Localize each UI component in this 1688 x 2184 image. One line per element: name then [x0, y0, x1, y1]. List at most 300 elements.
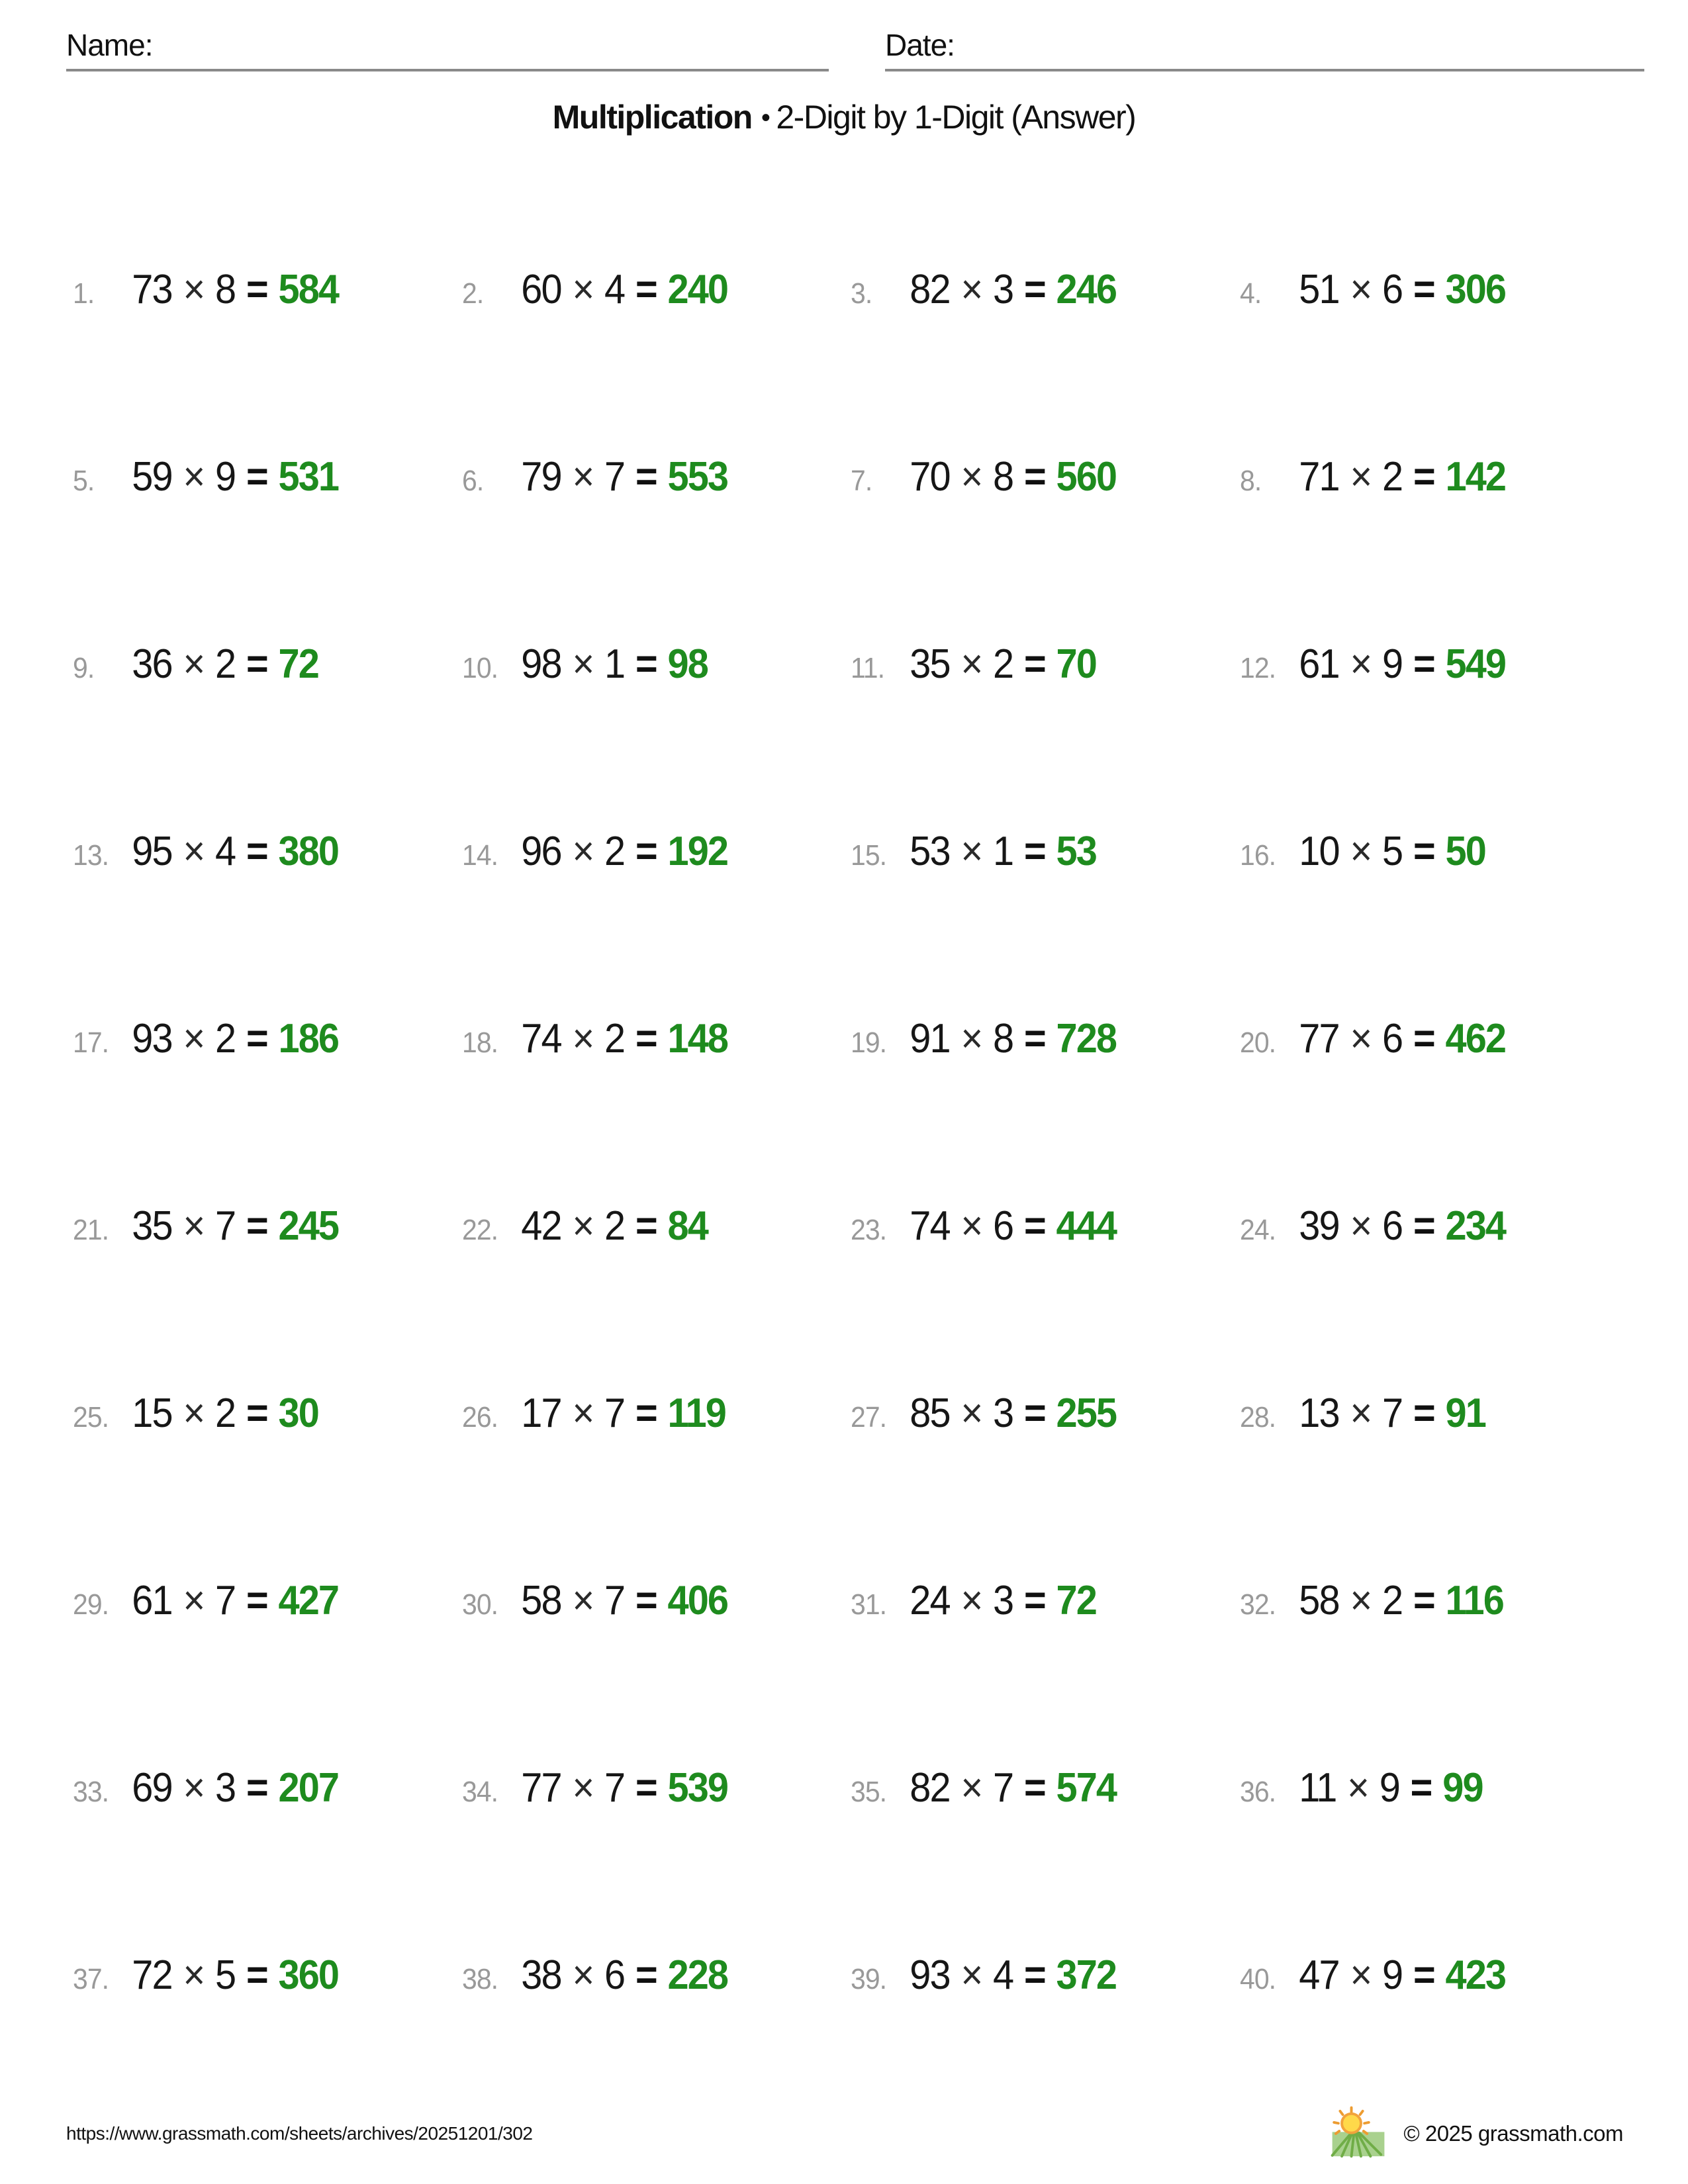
- operand-b: 9: [1382, 1952, 1402, 1998]
- problem-number: 27.: [851, 1401, 887, 1433]
- answer-value: 98: [667, 641, 708, 687]
- operand-a: 35: [132, 1203, 172, 1249]
- operand-b: 6: [993, 1203, 1013, 1249]
- multiplication-sign: ×: [1349, 454, 1371, 500]
- equals-sign: =: [246, 1765, 267, 1811]
- problem-number: 29.: [73, 1588, 109, 1621]
- multiplication-sign: ×: [571, 1203, 593, 1249]
- answer-value: 70: [1056, 641, 1096, 687]
- problem-expression: [910, 1203, 1116, 1250]
- problem-expression: [132, 1390, 318, 1437]
- problem-line: [73, 828, 338, 875]
- problem-number: 36.: [1239, 1776, 1276, 1808]
- operand-b: 2: [215, 641, 236, 687]
- equals-sign: =: [1023, 454, 1045, 500]
- answer-value: 531: [278, 454, 339, 500]
- operand-a: 91: [910, 1016, 950, 1062]
- problem-line: [73, 1764, 338, 1811]
- problem-number: 2.: [461, 277, 483, 310]
- operand-a: 95: [132, 829, 172, 874]
- problem-expression: [132, 1015, 338, 1062]
- answer-value: 462: [1445, 1016, 1505, 1062]
- operand-a: 93: [132, 1016, 172, 1062]
- problem-expression: [132, 453, 338, 500]
- equals-sign: =: [1413, 454, 1434, 500]
- operand-b: 2: [604, 1016, 624, 1062]
- problem-item: [66, 945, 455, 1132]
- problem-item: [1233, 1694, 1622, 1882]
- problem-expression: [132, 1577, 338, 1624]
- equals-sign: =: [635, 829, 657, 874]
- problem-line: [1240, 1764, 1483, 1811]
- problem-item: [455, 1507, 845, 1694]
- problem-expression: [132, 1952, 338, 1999]
- multiplication-sign: ×: [571, 829, 593, 874]
- problem-item: [1233, 945, 1622, 1132]
- operand-a: 74: [520, 1016, 561, 1062]
- problem-expression: [521, 1390, 726, 1437]
- equals-sign: =: [1413, 1203, 1434, 1249]
- operand-a: 82: [910, 267, 950, 312]
- problem-expression: [910, 1015, 1116, 1062]
- problem-line: [462, 1764, 727, 1811]
- operand-b: 2: [1382, 1578, 1402, 1623]
- multiplication-sign: ×: [183, 1765, 205, 1811]
- answer-value: 444: [1056, 1203, 1117, 1249]
- equals-sign: =: [1413, 1390, 1434, 1436]
- problem-expression: [132, 266, 338, 313]
- equals-sign: =: [246, 829, 267, 874]
- operand-b: 7: [1382, 1390, 1402, 1436]
- problem-item: [455, 383, 845, 570]
- problem-expression: [1299, 641, 1505, 688]
- problem-expression: [1299, 1577, 1503, 1624]
- problem-expression: [521, 453, 727, 500]
- equals-sign: =: [1023, 267, 1045, 312]
- equals-sign: =: [1023, 1578, 1045, 1623]
- problem-line: [851, 1015, 1116, 1062]
- problem-expression: [1299, 453, 1505, 500]
- answer-value: 91: [1445, 1390, 1485, 1436]
- problem-line: [73, 1577, 338, 1624]
- multiplication-sign: ×: [961, 641, 982, 687]
- problem-number: 39.: [851, 1963, 887, 1995]
- operand-b: 1: [604, 641, 624, 687]
- answer-value: 246: [1056, 267, 1117, 312]
- problem-expression: [521, 828, 727, 875]
- problem-number: 15.: [851, 839, 887, 872]
- problem-number: 9.: [73, 652, 95, 684]
- problem-number: 24.: [1239, 1214, 1276, 1246]
- problem-expression: [521, 266, 727, 313]
- problem-item: [1233, 1507, 1622, 1694]
- operand-a: 74: [910, 1203, 950, 1249]
- problem-line: [851, 641, 1096, 688]
- problem-item: [844, 1694, 1233, 1882]
- answer-value: 372: [1056, 1952, 1117, 1998]
- problem-item: [455, 1882, 845, 2069]
- problem-number: 12.: [1239, 652, 1276, 684]
- problem-number: 28.: [1239, 1401, 1276, 1433]
- problem-item: [844, 758, 1233, 945]
- problem-number: 30.: [461, 1588, 498, 1621]
- problem-item: [844, 1320, 1233, 1507]
- problem-item: [844, 945, 1233, 1132]
- problem-number: 40.: [1239, 1963, 1276, 1995]
- problem-line: [851, 1577, 1096, 1624]
- problem-item: [844, 1132, 1233, 1320]
- problem-number: 38.: [461, 1963, 498, 1995]
- operand-a: 70: [910, 454, 950, 500]
- operand-a: 47: [1298, 1952, 1339, 1998]
- page-footer: [66, 2099, 1623, 2168]
- answer-value: 380: [278, 829, 339, 874]
- problem-number: 4.: [1239, 277, 1261, 310]
- problem-item: [1233, 196, 1622, 383]
- problem-expression: [521, 641, 708, 688]
- equals-sign: =: [1413, 829, 1434, 874]
- operand-b: 3: [215, 1765, 236, 1811]
- operand-b: 3: [993, 1390, 1013, 1436]
- equals-sign: =: [1413, 1578, 1434, 1623]
- multiplication-sign: ×: [571, 267, 593, 312]
- equals-sign: =: [246, 1390, 267, 1436]
- answer-value: 539: [667, 1765, 727, 1811]
- problem-item: [455, 758, 845, 945]
- operand-a: 13: [1298, 1390, 1339, 1436]
- problem-item: [455, 570, 845, 758]
- problem-line: [462, 1015, 727, 1062]
- problem-number: 10.: [461, 652, 498, 684]
- answer-value: 360: [278, 1952, 339, 1998]
- problem-line: [851, 828, 1096, 875]
- problem-item: [1233, 1320, 1622, 1507]
- operand-a: 61: [1298, 641, 1339, 687]
- operand-a: 71: [1298, 454, 1339, 500]
- problem-number: 3.: [851, 277, 872, 310]
- problem-number: 18.: [461, 1026, 498, 1059]
- equals-sign: =: [1413, 1952, 1434, 1998]
- operand-b: 6: [1382, 267, 1402, 312]
- problem-line: [73, 266, 338, 313]
- problem-number: 19.: [851, 1026, 887, 1059]
- operand-a: 69: [132, 1765, 172, 1811]
- answer-value: 192: [667, 829, 727, 874]
- problem-line: [1240, 641, 1505, 688]
- problem-item: [455, 1694, 845, 1882]
- answer-value: 234: [1445, 1203, 1505, 1249]
- answer-value: 584: [278, 267, 339, 312]
- problem-line: [73, 641, 318, 688]
- operand-a: 96: [520, 829, 561, 874]
- problem-item: [1233, 758, 1622, 945]
- operand-b: 5: [1382, 829, 1402, 874]
- problem-line: [462, 641, 708, 688]
- operand-b: 7: [215, 1203, 236, 1249]
- problem-item: [1233, 383, 1622, 570]
- operand-b: 4: [215, 829, 236, 874]
- title-topic: Multiplication: [552, 99, 752, 136]
- operand-a: 72: [132, 1952, 172, 1998]
- operand-b: 1: [993, 829, 1013, 874]
- operand-b: 8: [993, 454, 1013, 500]
- multiplication-sign: ×: [1349, 267, 1371, 312]
- answer-value: 228: [667, 1952, 727, 1998]
- operand-b: 4: [604, 267, 624, 312]
- answer-value: 423: [1445, 1952, 1505, 1998]
- equals-sign: =: [246, 1578, 267, 1623]
- multiplication-sign: ×: [961, 1390, 982, 1436]
- equals-sign: =: [635, 1016, 657, 1062]
- problem-item: [455, 1320, 845, 1507]
- operand-a: 58: [520, 1578, 561, 1623]
- problem-line: [1240, 1015, 1505, 1062]
- problem-expression: [521, 1764, 727, 1811]
- problem-number: 32.: [1239, 1588, 1276, 1621]
- problem-number: 11.: [851, 652, 885, 684]
- multiplication-sign: ×: [183, 267, 205, 312]
- answer-value: 245: [278, 1203, 339, 1249]
- problem-expression: [1299, 1390, 1485, 1437]
- answer-value: 240: [667, 267, 727, 312]
- worksheet-url[interactable]: https://www.grassmath.com/sheets/archives/20251201/302: [66, 2123, 533, 2144]
- problem-number: 22.: [461, 1214, 498, 1246]
- operand-a: 73: [132, 267, 172, 312]
- problem-line: [462, 453, 727, 500]
- problem-line: [73, 1390, 318, 1437]
- problem-line: [851, 1203, 1116, 1250]
- equals-sign: =: [246, 267, 267, 312]
- multiplication-sign: ×: [1349, 829, 1371, 874]
- multiplication-sign: ×: [1349, 1578, 1371, 1623]
- sunrise-over-field-icon: [1331, 2106, 1386, 2161]
- problem-item: [1233, 1882, 1622, 2069]
- equals-sign: =: [1413, 641, 1434, 687]
- problem-line: [73, 1203, 338, 1250]
- answer-value: 553: [667, 454, 727, 500]
- multiplication-sign: ×: [571, 641, 593, 687]
- multiplication-sign: ×: [183, 641, 205, 687]
- operand-b: 9: [1379, 1765, 1399, 1811]
- multiplication-sign: ×: [571, 1765, 593, 1811]
- problem-expression: [1299, 1764, 1482, 1811]
- operand-b: 7: [604, 1765, 624, 1811]
- operand-a: 11: [1298, 1765, 1336, 1811]
- operand-b: 5: [215, 1952, 236, 1998]
- equals-sign: =: [635, 454, 657, 500]
- name-field: [66, 25, 829, 71]
- operand-a: 51: [1298, 267, 1339, 312]
- multiplication-sign: ×: [183, 1203, 205, 1249]
- operand-b: 9: [215, 454, 236, 500]
- equals-sign: =: [246, 1952, 267, 1998]
- equals-sign: =: [246, 641, 267, 687]
- equals-sign: =: [1023, 1203, 1045, 1249]
- multiplication-sign: ×: [571, 1016, 593, 1062]
- answer-value: 84: [667, 1203, 708, 1249]
- equals-sign: =: [635, 267, 657, 312]
- operand-a: 77: [1298, 1016, 1339, 1062]
- problem-item: [66, 758, 455, 945]
- multiplication-sign: ×: [571, 1578, 593, 1623]
- problem-line: [462, 266, 727, 313]
- multiplication-sign: ×: [961, 829, 982, 874]
- multiplication-sign: ×: [961, 1016, 982, 1062]
- problem-number: 33.: [73, 1776, 109, 1808]
- problem-number: 1.: [73, 277, 95, 310]
- problem-item: [455, 1132, 845, 1320]
- equals-sign: =: [1023, 641, 1045, 687]
- operand-a: 60: [520, 267, 561, 312]
- problem-line: [851, 266, 1116, 313]
- problems-grid: [66, 196, 1622, 2069]
- operand-a: 17: [520, 1390, 561, 1436]
- problem-line: [73, 1015, 338, 1062]
- equals-sign: =: [1023, 1016, 1045, 1062]
- problem-line: [851, 1390, 1116, 1437]
- problem-expression: [910, 1764, 1116, 1811]
- problem-expression: [132, 828, 338, 875]
- operand-b: 6: [1382, 1016, 1402, 1062]
- problem-line: [1240, 453, 1505, 500]
- operand-a: 93: [910, 1952, 950, 1998]
- problem-expression: [132, 641, 318, 688]
- answer-value: 72: [278, 641, 318, 687]
- problem-line: [1240, 828, 1485, 875]
- problem-expression: [1299, 266, 1505, 313]
- problem-number: 8.: [1239, 465, 1261, 497]
- multiplication-sign: ×: [961, 1952, 982, 1998]
- problem-item: [66, 570, 455, 758]
- operand-a: 15: [132, 1390, 172, 1436]
- problem-expression: [521, 1203, 708, 1250]
- problem-number: 5.: [73, 465, 95, 497]
- problem-expression: [521, 1952, 727, 1999]
- operand-b: 8: [993, 1016, 1013, 1062]
- answer-value: 148: [667, 1016, 727, 1062]
- problem-expression: [910, 1952, 1116, 1999]
- operand-a: 39: [1298, 1203, 1339, 1249]
- equals-sign: =: [635, 1765, 657, 1811]
- answer-value: 53: [1056, 829, 1096, 874]
- operand-a: 24: [910, 1578, 950, 1623]
- footer-branding: [1331, 2106, 1623, 2161]
- problem-line: [462, 828, 727, 875]
- problem-number: 20.: [1239, 1026, 1276, 1059]
- operand-b: 7: [604, 1578, 624, 1623]
- multiplication-sign: ×: [961, 267, 982, 312]
- problem-number: 13.: [73, 839, 109, 872]
- problem-item: [1233, 1132, 1622, 1320]
- equals-sign: =: [246, 454, 267, 500]
- multiplication-sign: ×: [961, 1203, 982, 1249]
- title-separator: •: [761, 103, 770, 132]
- multiplication-sign: ×: [183, 1390, 205, 1436]
- answer-value: 306: [1445, 267, 1505, 312]
- operand-a: 35: [910, 641, 950, 687]
- operand-b: 6: [1382, 1203, 1402, 1249]
- multiplication-sign: ×: [571, 454, 593, 500]
- problem-number: 26.: [461, 1401, 498, 1433]
- equals-sign: =: [246, 1203, 267, 1249]
- problem-number: 35.: [851, 1776, 887, 1808]
- page-title: [0, 98, 1688, 136]
- problem-item: [66, 1320, 455, 1507]
- problem-expression: [132, 1203, 338, 1250]
- answer-value: 50: [1445, 829, 1485, 874]
- multiplication-sign: ×: [571, 1952, 593, 1998]
- problem-line: [462, 1577, 727, 1624]
- answer-value: 255: [1056, 1390, 1117, 1436]
- date-field: [885, 25, 1644, 71]
- operand-a: 59: [132, 454, 172, 500]
- equals-sign: =: [635, 1390, 657, 1436]
- operand-a: 85: [910, 1390, 950, 1436]
- problem-item: [844, 383, 1233, 570]
- answer-value: 574: [1056, 1765, 1117, 1811]
- problem-expression: [910, 453, 1116, 500]
- equals-sign: =: [1413, 267, 1434, 312]
- answer-value: 186: [278, 1016, 339, 1062]
- operand-b: 4: [993, 1952, 1013, 1998]
- operand-b: 2: [215, 1390, 236, 1436]
- multiplication-sign: ×: [1349, 1952, 1371, 1998]
- problem-expression: [1299, 1952, 1505, 1999]
- multiplication-sign: ×: [183, 1578, 205, 1623]
- operand-b: 2: [1382, 454, 1402, 500]
- problem-number: 6.: [461, 465, 483, 497]
- problem-number: 25.: [73, 1401, 109, 1433]
- problem-item: [66, 1132, 455, 1320]
- equals-sign: =: [1023, 829, 1045, 874]
- multiplication-sign: ×: [1349, 641, 1371, 687]
- problem-number: 23.: [851, 1214, 887, 1246]
- operand-a: 61: [132, 1578, 172, 1623]
- problem-item: [66, 1694, 455, 1882]
- answer-value: 728: [1056, 1016, 1117, 1062]
- operand-b: 7: [993, 1765, 1013, 1811]
- multiplication-sign: ×: [571, 1390, 593, 1436]
- problem-item: [66, 196, 455, 383]
- equals-sign: =: [635, 1952, 657, 1998]
- answer-value: 560: [1056, 454, 1117, 500]
- problem-item: [455, 196, 845, 383]
- multiplication-sign: ×: [1349, 1203, 1371, 1249]
- operand-b: 2: [604, 1203, 624, 1249]
- operand-a: 53: [910, 829, 950, 874]
- problem-item: [844, 1507, 1233, 1694]
- answer-value: 549: [1445, 641, 1505, 687]
- problem-item: [455, 945, 845, 1132]
- multiplication-sign: ×: [1349, 1016, 1371, 1062]
- multiplication-sign: ×: [183, 454, 205, 500]
- problem-line: [851, 453, 1116, 500]
- equals-sign: =: [635, 641, 657, 687]
- operand-a: 10: [1298, 829, 1339, 874]
- problem-line: [1240, 1390, 1485, 1437]
- problem-item: [1233, 570, 1622, 758]
- operand-b: 8: [215, 267, 236, 312]
- operand-b: 2: [993, 641, 1013, 687]
- problem-expression: [910, 828, 1096, 875]
- operand-a: 58: [1298, 1578, 1339, 1623]
- multiplication-sign: ×: [183, 829, 205, 874]
- answer-value: 99: [1442, 1765, 1483, 1811]
- problem-number: 7.: [851, 465, 872, 497]
- problem-item: [844, 570, 1233, 758]
- operand-a: 77: [520, 1765, 561, 1811]
- equals-sign: =: [1410, 1765, 1432, 1811]
